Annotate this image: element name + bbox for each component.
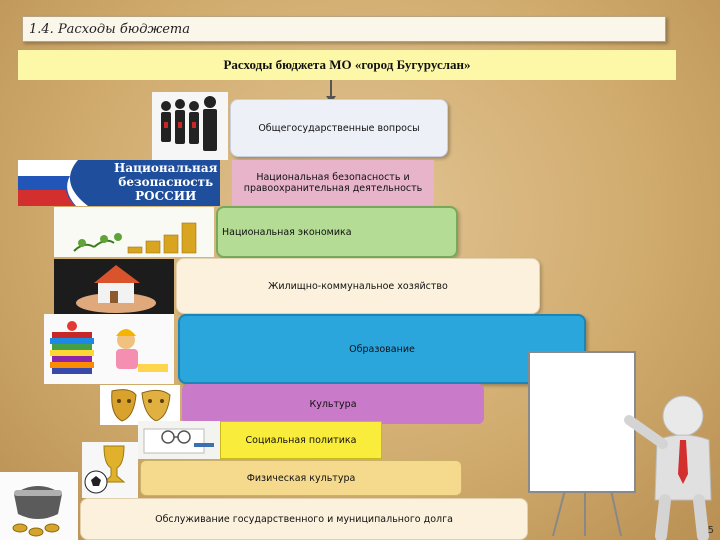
category-debt-service bbox=[80, 498, 528, 540]
banner-text-line: Национальная bbox=[114, 161, 218, 175]
category-label: Социальная политика bbox=[245, 434, 357, 446]
category-label: Обслуживание государственного и муниципального долга bbox=[155, 513, 453, 525]
category-culture bbox=[182, 384, 484, 424]
category-label: Культура bbox=[309, 398, 357, 410]
coin-stacks-growth-icon bbox=[54, 207, 214, 257]
category-national-security bbox=[232, 160, 434, 206]
slide-number: 5 bbox=[707, 525, 714, 536]
banner-text-line: РОССИИ bbox=[135, 189, 197, 203]
trophy-and-ball-icon bbox=[82, 442, 138, 498]
category-label: Национальная экономика bbox=[222, 226, 352, 238]
banner-text-line: безопасность bbox=[118, 175, 214, 189]
books-and-child-icon bbox=[44, 314, 174, 384]
glasses-and-papers-icon bbox=[138, 421, 220, 459]
theater-masks-icon bbox=[100, 385, 180, 425]
category-label: Жилищно-коммунальное хозяйство bbox=[268, 280, 448, 292]
slide-section-title: 1.4. Расходы бюджета bbox=[22, 16, 666, 42]
budget-expenses-title: Расходы бюджета МО «город Бугуруслан» bbox=[18, 50, 676, 80]
category-social-policy bbox=[220, 421, 382, 459]
national-security-banner bbox=[18, 160, 220, 206]
category-label: Общегосударственные вопросы bbox=[258, 122, 420, 134]
category-general-issues bbox=[230, 99, 448, 157]
presenter-with-flipchart-icon bbox=[525, 350, 720, 540]
category-housing-utilities bbox=[176, 258, 540, 314]
category-physical-culture bbox=[140, 460, 462, 496]
business-people-icon bbox=[152, 92, 228, 160]
category-label: Образование bbox=[349, 343, 415, 355]
category-label: Национальная безопасность и правоохранительная деятельность bbox=[243, 172, 423, 194]
category-national-economy bbox=[216, 206, 458, 258]
house-in-hands-icon bbox=[54, 259, 174, 315]
coin-purse-icon bbox=[0, 472, 78, 540]
category-label: Физическая культура bbox=[246, 472, 356, 484]
